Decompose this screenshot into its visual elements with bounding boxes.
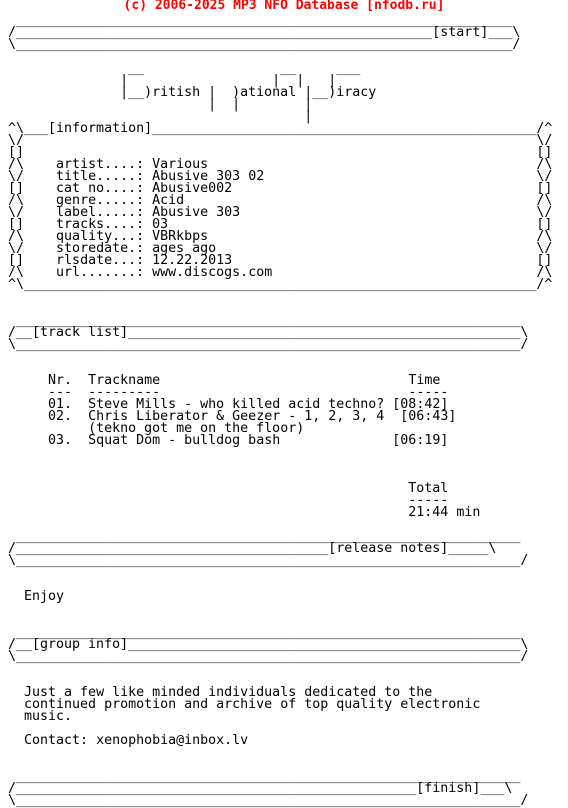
release-notes-text: Enjoy [24,589,65,604]
info-key: genre.....: [56,193,145,208]
start-border-bottom: \______________________________________________________________/ [8,37,521,52]
info-key: label.....: [56,205,145,220]
col-name-header: Trackname [88,373,161,388]
group-info-line: continued promotion and archive of top quality electronic [24,697,481,712]
track-name: Squat Dom - bulldog bash [88,433,281,448]
track-name: Chris Liberator & Geezer - 1, 2, 3, 4 [88,409,385,424]
tracklist-title: /__[track list]_________________________________________________\ [8,325,529,340]
info-key: url.......: [56,265,145,280]
info-value: Various [152,157,209,172]
release-notes-title: /_______________________________________[release notes]_____\ [8,541,497,556]
logo-line-4: | | | [8,97,313,112]
info-value: VBRkbps [152,229,209,244]
group-info-line: Just a few like minded individuals dedicated to the [24,685,433,700]
total-label: Total [408,481,449,496]
start-border-top: ______________________________________________________________ [8,13,513,28]
track-nr: 01. [48,397,73,412]
logo-line-2: | | | | [8,73,337,88]
info-key: artist....: [56,157,145,172]
start-line: /____________________________________________________[start]___\ [8,25,521,40]
group-info-title: /__[group info]_________________________________________________\ [8,637,529,652]
track-time: [08:42] [392,397,449,412]
info-value: Acid [152,193,185,208]
group-info-line: music. [24,709,73,724]
track-nr: 03. [48,433,73,448]
track-time: [06:19] [392,433,449,448]
total-value: 21:44 min [408,505,481,520]
finish-line: /__________________________________________________[finish]___\ [8,781,513,796]
track-name: Steve Mills - who killed acid techno? [88,397,385,412]
info-key: tracks....: [56,217,145,232]
info-value: Abusive 303 02 [152,169,265,184]
site-banner: (c) 2006-2025 MP3 NFO Database [nfodb.ru] [123,0,445,13]
col-nr-header: Nr. [48,373,73,388]
nfo-text: ______________________________________________________________ /____________________________________________________[start]___\ \______________________________________________________________/ __ __ ___ | | | | |__)ritish | )ational |__)iracy | | | | ^\___[information]________________________________________________/^ \/ \/ [] [] /\ artist....: Various /\ \/ title.....: Abusive 303 02 \/ [] cat no....: Abusive002 [] /\ genre.....: Acid /\ \/ label.....: Abusive 303 \/ [] tracks....: 03 [] /\ quality...: VBRkbps /\ \/ storedate.: ages ago \/ [] rlsdate...: 12.22.2013 [] /\ url.......: www.discogs.com /\ ^\________________________________________________________________/^ _______________________________________________________________ /__[track list]_________________________________________________\ \_______________________________________________________________/ Nr. Trackname Time --- --------- ----- 01. Steve Mills - who killed acid techno? [08:42] 02. Chris Liberator & Geezer - 1, 2, 3, 4 [06:43] (tekno got me on the floor) 03. Squat Dom - bulldog bash [06:19] Total ----- 21:44 min _______________________________________________________________ /_______________________________________[release notes]_____\ \_______________________________________________________________/ Enjoy _______________________________________________________________ /__[group info]_________________________________________________\ \_______________________________________________________________/ Just a few like minded individuals dedicated to the continued promotion and archive of top quality electronic music. Contact: xenophobia@inbox.lv _______________________________________________________________ /__________________________________________________[finish]___\ \_______________________________________________________________/ [8,13,553,808]
track-name-continued: (tekno got me on the floor) [88,421,305,436]
track-time: [06:43] [400,409,457,424]
info-bottom-line: ^\________________________________________________________________/^ [8,277,553,292]
info-key: quality...: [56,229,145,244]
info-value: ages ago [152,241,217,256]
info-key: title.....: [56,169,145,184]
info-key: storedate.: [56,241,145,256]
info-value: 03 [152,217,169,232]
info-value: Abusive 303 [152,205,241,220]
track-nr: 02. [48,409,73,424]
logo-line-5: | [8,109,313,124]
logo-line-3: |__)ritish | )ational |__)iracy [8,85,377,100]
info-key: cat no....: [56,181,145,196]
info-top-line: ^\___[information]________________________________________________/^ [8,121,553,136]
contact-line: Contact: xenophobia@inbox.lv [24,733,249,748]
info-value: Abusive002 [152,181,233,196]
col-time-header: Time [408,373,441,388]
logo-line-1: __ __ ___ [8,61,361,76]
info-value: www.discogs.com [152,265,273,280]
info-key: rlsdate...: [56,253,145,268]
info-value: 12.22.2013 [152,253,233,268]
